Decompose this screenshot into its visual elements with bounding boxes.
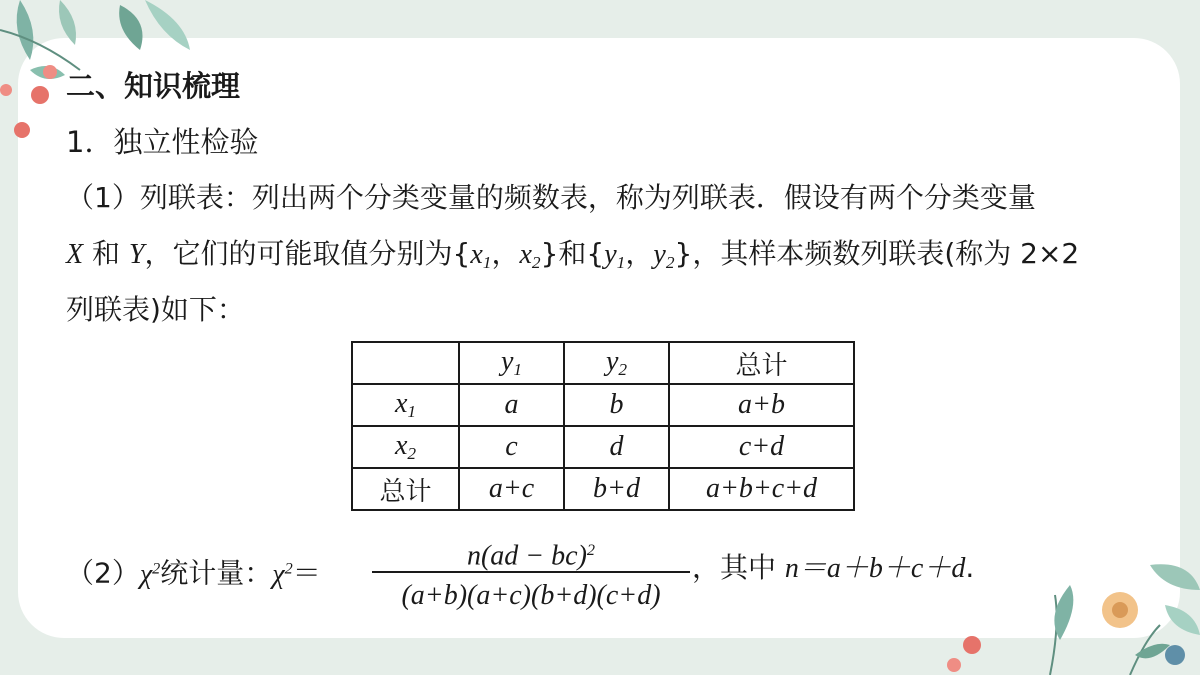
comma: ，	[625, 237, 654, 270]
x1-symbol: $x_1$	[470, 239, 492, 272]
table-row-label-x2: $x_2$	[352, 426, 459, 468]
item-number: （2）	[66, 556, 140, 590]
fraction-numerator: n(ad − bc)$^2$	[466, 540, 596, 572]
text-values-intro: ，它们的可能取值分别为{	[144, 237, 471, 270]
y1-symbol: $y_1$	[604, 239, 626, 272]
table-row	[352, 426, 854, 468]
chi-symbol: $\chi^2$	[139, 558, 161, 590]
contingency-table	[351, 341, 855, 511]
table-header-y2: $y_2$	[564, 342, 669, 384]
equals-sign: ＝	[292, 556, 321, 590]
table-cell: b	[564, 384, 669, 426]
table-cell: c+d	[669, 426, 854, 468]
comma: ，	[491, 237, 520, 270]
chi-symbol-eq: $\chi^2$	[272, 558, 293, 590]
text-and: 和	[83, 237, 129, 270]
table-row	[352, 384, 854, 426]
chi-square-fraction	[372, 532, 690, 616]
table-cell: b+d	[564, 468, 669, 510]
text-table-intro: }，其样本频数列联表(称为 2×2	[674, 237, 1080, 270]
fraction-denominator: (a+b)(a+c)(b+d)(c+d)	[401, 580, 661, 611]
table-row	[352, 468, 854, 510]
table-cell: a+c	[459, 468, 564, 510]
x2-symbol: $x_2$	[519, 239, 541, 272]
section-heading: 二、知识梳理	[66, 69, 241, 103]
table-cell: a+b	[669, 384, 854, 426]
flower-decoration-bottom-right	[940, 545, 1200, 675]
table-row-label-total: 总计	[352, 468, 459, 510]
variable-x: X	[66, 239, 84, 270]
table-cell: d	[564, 426, 669, 468]
paragraph-1-line-2	[66, 234, 1079, 283]
table-cell: c	[459, 426, 564, 468]
paragraph-1-line-1: （1）列联表：列出两个分类变量的频数表，称为列联表．假设有两个分类变量	[66, 181, 1036, 214]
table-row-label-x1: $x_1$	[352, 384, 459, 426]
text-and-set: }和{	[540, 237, 605, 270]
table-header-total: 总计	[669, 342, 854, 384]
y2-symbol: $y_2$	[653, 239, 675, 272]
subsection-title: 1．独立性检验	[66, 125, 259, 159]
n-definition: ＝a＋b＋c＋d	[798, 553, 966, 584]
variable-y: Y	[128, 239, 145, 270]
formula-tail	[692, 548, 974, 589]
table-cell	[352, 342, 459, 384]
table-cell: a+b+c+d	[669, 468, 854, 510]
chi-square-label	[66, 548, 321, 595]
paragraph-1-line-3: 列联表)如下：	[66, 293, 245, 326]
table-header-y1: $y_1$	[459, 342, 564, 384]
statistic-title: 统计量：	[160, 556, 273, 590]
variable-n: n	[784, 553, 799, 584]
text-where: ，其中	[692, 551, 785, 584]
table-header-row	[352, 342, 854, 384]
period: .	[965, 551, 975, 584]
table-cell: a	[459, 384, 564, 426]
